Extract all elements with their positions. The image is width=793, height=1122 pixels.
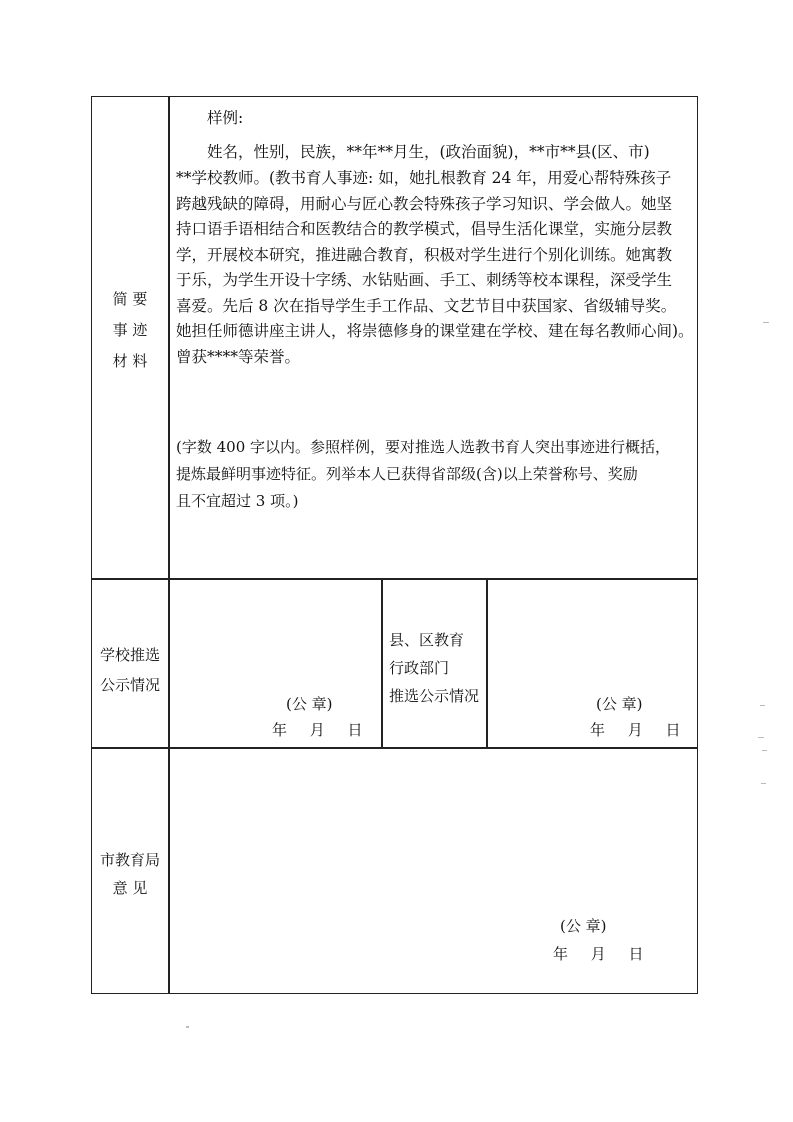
sample-line-8: 她担任师德讲座主讲人，将崇德修身的课堂建在学校、建在每名教师心间)。 (176, 322, 694, 340)
note-line-2: 提炼最鲜明事迹特征。列举本人已获得省部级(含)以上荣誉称号、奖励 (176, 465, 638, 483)
sample-line-2: **学校教师。(教书育人事迹: 如，她扎根教育 24 年，用爱心帮特殊孩子 (176, 169, 672, 187)
deeds-label-line-3: 材 料 (112, 352, 148, 370)
scan-speck (186, 1026, 189, 1028)
county-seal: (公 章) (596, 695, 643, 713)
county-label-line-2: 行政部门 (389, 659, 450, 677)
sample-line-1: 姓名，性别，民族，**年**月生，(政治面貌)，**市**县(区、市) (207, 143, 650, 161)
county-label-line-1: 县、区教育 (389, 631, 465, 649)
school-seal-date: 年 月 日 (272, 721, 363, 739)
label-column-divider (168, 96, 170, 994)
city-seal-date: 年 月 日 (553, 945, 644, 963)
sample-line-3: 跨越残缺的障碍，用耐心与匠心教会特殊孩子学习知识、学会做人。她坚 (176, 194, 673, 213)
deeds-label-line-2: 事 迹 (112, 321, 148, 339)
sample-body (176, 140, 650, 166)
scan-speck (760, 705, 765, 706)
sample-body-rest (176, 166, 694, 370)
city-seal: (公 章) (560, 917, 607, 935)
scan-speck (762, 750, 767, 751)
city-label-line-1: 市教育局 (99, 851, 160, 869)
row-divider-2 (91, 747, 698, 749)
note-line-1: (字数 400 字以内。参照样例，要对推选人选教书育人突出事迹进行概括， (176, 438, 671, 456)
county-seal-date: 年 月 日 (590, 721, 681, 739)
note-line-3: 且不宜超过 3 项。) (176, 492, 299, 510)
county-label (383, 626, 486, 710)
school-label-line-1: 学校推选 (99, 646, 160, 664)
sample-line-4: 持口语手语相结合和医教结合的教学模式，倡导生活化课堂，实施分层教 (176, 220, 673, 238)
city-label (92, 846, 168, 902)
county-label-divider (486, 578, 488, 748)
sample-heading: 样例: (207, 109, 244, 127)
sample-note (176, 434, 670, 515)
row-divider-1 (91, 578, 698, 580)
school-label-line-2: 公示情况 (99, 676, 160, 694)
scan-speck (761, 783, 766, 784)
city-label-line-2: 意 见 (112, 879, 148, 897)
sample-line-6: 于乐，为学生开设十字绣、水钻贴画、手工、刺绣等校本课程，深受学生 (176, 271, 673, 289)
deeds-label-line-1: 简 要 (112, 290, 148, 308)
sample-line-9: 曾获****等荣誉。 (176, 347, 301, 366)
sample-line-5: 学，开展校本研究，推进融合教育，积极对学生进行个别化训练。她寓教 (176, 245, 673, 264)
sample-line-7: 喜爱。先后 8 次在指导学生手工作品、文艺节目中获国家、省级辅导奖。 (176, 296, 677, 315)
scan-speck (758, 737, 764, 738)
school-seal: (公 章) (286, 695, 333, 713)
county-label-line-3: 推选公示情况 (389, 687, 480, 705)
scan-speck (763, 322, 769, 323)
deeds-label (92, 284, 168, 377)
school-label (92, 640, 168, 700)
